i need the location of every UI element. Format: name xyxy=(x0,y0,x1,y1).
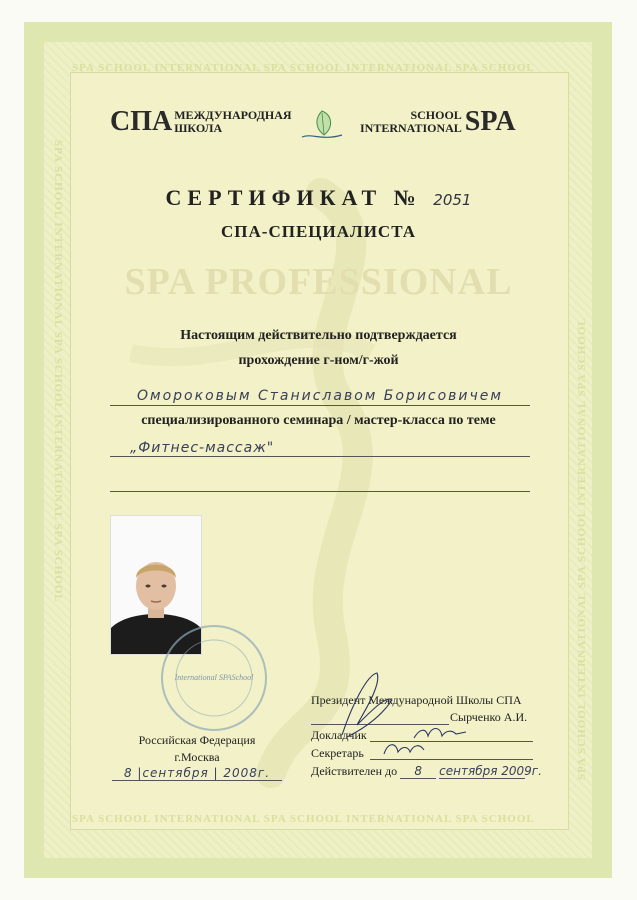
title-text: СЕРТИФИКАТ № xyxy=(165,185,422,210)
logo-text-en xyxy=(360,109,462,135)
body-line-2: прохождение г-ном/г-жой xyxy=(238,353,399,368)
logo-spa-en: SPA xyxy=(464,106,516,137)
logo-text-en-1: SCHOOL xyxy=(410,108,462,122)
issue-city: г.Москва xyxy=(174,750,220,764)
issue-date: 8 |сентября | 2008г. xyxy=(112,766,282,781)
course-topic: „Фитнес-массаж" xyxy=(110,440,530,457)
certificate-title xyxy=(0,185,637,211)
logo-left xyxy=(110,108,292,136)
border-text-right: SPA SCHOOL INTERNATIONAL SPA SCHOOL INTERNATIONAL SPA SCHOOL xyxy=(576,317,588,780)
secretary-label: Секретарь xyxy=(311,746,364,760)
certificate-subtitle: СПА-СПЕЦИАЛИСТА xyxy=(221,222,416,241)
body-line-3: специализированного семинара / мастер-класса по теме xyxy=(141,413,496,428)
issue-country: Российская Федерация xyxy=(138,733,256,747)
logo-text-ru xyxy=(174,109,291,135)
president-label: Президент Международной Школы СПА xyxy=(311,693,522,707)
blank-line xyxy=(110,491,530,492)
watermark: SPA PROFESSIONAL xyxy=(124,261,513,303)
stamp-text: International SPASchool xyxy=(174,673,254,682)
logo-spa-ru: СПА xyxy=(110,106,173,137)
certificate-number: 2051 xyxy=(433,191,472,209)
holder-name: Омороковым Станиславом Борисовичем xyxy=(110,388,530,406)
logo-right xyxy=(360,108,516,136)
secretary-signature xyxy=(380,738,430,760)
valid-month-year: сентября 2009г. xyxy=(439,764,542,778)
valid-day: 8 xyxy=(400,764,436,779)
leaf-icon xyxy=(300,107,344,148)
border-text-left: SPA SCHOOL INTERNATIONAL SPA SCHOOL INTERNATIONAL SPA SCHOOL xyxy=(52,140,64,603)
validity-row xyxy=(311,764,542,779)
logo-text-ru-2: ШКОЛА xyxy=(174,121,223,135)
body-line-1: Настоящим действительно подтверждается xyxy=(180,328,457,343)
logo-text-ru-1: МЕЖДУНАРОДНАЯ xyxy=(174,108,292,122)
valid-label: Действителен до xyxy=(311,764,398,778)
speaker-label: Докладчик xyxy=(311,728,367,742)
border-text-top: SPA SCHOOL INTERNATIONAL SPA SCHOOL INTERNATIONAL SPA SCHOOL xyxy=(72,62,535,74)
border-text-bottom: SPA SCHOOL INTERNATIONAL SPA SCHOOL INTERNATIONAL SPA SCHOOL xyxy=(72,813,535,825)
logo-text-en-2: INTERNATIONAL xyxy=(360,121,462,135)
president-name: Сырченко А.И. xyxy=(450,710,528,724)
official-stamp xyxy=(158,622,270,734)
president-signature xyxy=(322,665,422,745)
